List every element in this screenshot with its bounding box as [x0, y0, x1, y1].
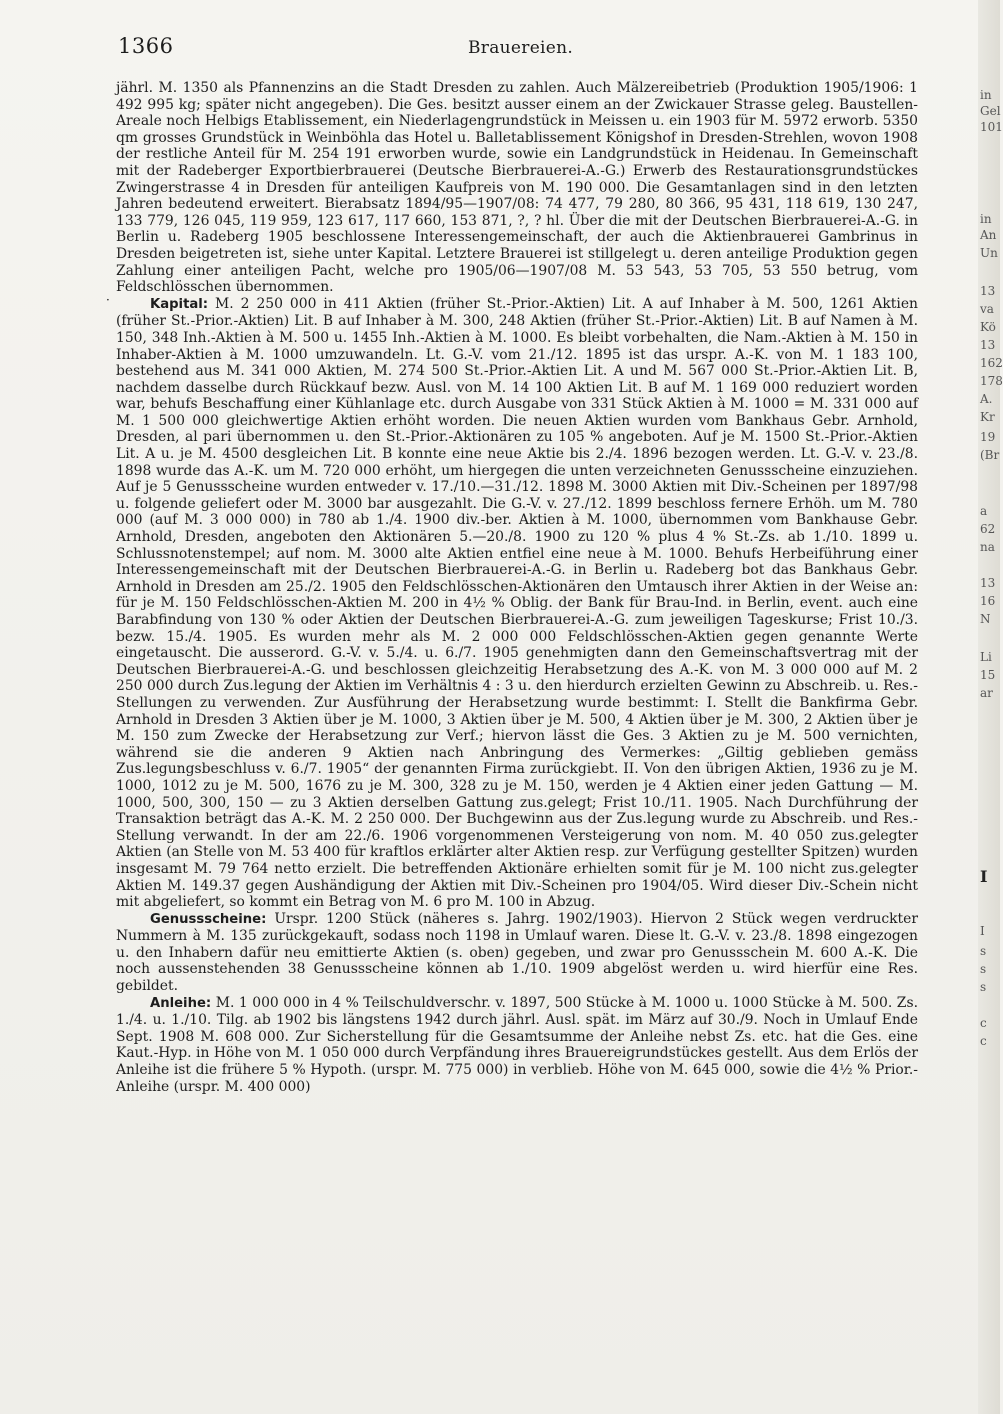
intro-text: jährl. M. 1350 als Pfannenzins an die Stadt Dresden zu zahlen. Auch Mälzereibetrieb (Produktion 1905/1906: 1 492 995 kg; später nicht angegeben). Die Ges. besitzt ausser einem an der Zwickauer Strasse geleg. Baustellen-Areale noch Helbigs Etablissement, ein Niederlagengrundstück in Meissen u. ein 1903 für M. 5972 erworb. 5350 qm grosses Grundstück in Weinböhla das Hotel u. Balletablissement Königshof in Dresden-Strehlen, wovon 1908 der restliche Anteil für M. 254 191 erworben wurde, sowie ein Landgrundstück in Heidenau. In Gemeinschaft mit der Radeberger Exportbierbrauerei (Deutsche Bierbrauerei-A.-G.) Erwerb des Restaurationsgrundstückes Zwingerstrasse 4 in Dresden für anteiligen Kaufpreis von M. 190 000. Die Gesamtanlagen sind in den letzten Jahren bedeutend erweitert. Bierabsatz 1894/95—1907/08: 74 477, 79 280, 80 366, 95 431, 118 619, 130 247, 133 779, 126 045, 119 959, 123 617, 117 660, 153 871, ?, ? hl. Über die mit der Deutschen Bierbrauerei-A.-G. in Berlin u. Radeberg 1905 beschlossene Interessengemeinschaft, der auch die Aktienbrauerei Gambrinus in Dresden beigetreten ist, siehe unter Kapital. Letztere Brauerei ist stillgelegt u. deren anteilige Produktion gegen Zahlung einer anteiligen Pacht, welche pro 1905/06—1907/08 M. 53 543, 53 705, 53 550 betrug, vom Feldschlösschen übernommen.: [116, 80, 918, 296]
margin-fragment: Kr: [980, 410, 995, 424]
margin-fragment: 13: [980, 576, 996, 590]
margin-fragment: 19: [980, 430, 996, 444]
margin-fragment: I: [980, 867, 988, 886]
intro-paragraph: [116, 80, 918, 296]
margin-fragment: I: [980, 924, 985, 938]
margin-fragment: Kö: [980, 320, 996, 334]
margin-fragment: 62: [980, 522, 996, 536]
margin-fragment: c: [980, 1034, 987, 1048]
margin-fragment: 13: [980, 338, 996, 352]
body-text: [116, 80, 918, 1095]
margin-fragment: 101: [980, 120, 1003, 134]
margin-fragment: 15: [980, 668, 996, 682]
margin-fragment: ar: [980, 686, 993, 700]
margin-fragment: 162: [980, 356, 1003, 370]
anleihe-heading: Anleihe:: [150, 995, 212, 1011]
margin-fragment: N: [980, 612, 991, 626]
margin-fragment: 178: [980, 374, 1003, 388]
margin-fragment: c: [980, 1016, 987, 1030]
kapital-text: M. 2 250 000 in 411 Aktien (früher St.-Prior.-Aktien) Lit. A auf Inhaber à M. 500, 1261 Aktien (früher St.-Prior.-Aktien) Lit. B auf Inhaber à M. 300, 248 Aktien (früher St.-Prior.-Aktien) Lit. B auf Namen à M. 150, 348 Inh.-Aktien à M. 500 u. 1455 Inh.-Aktien à M. 1000. Es bleibt vorbehalten, die Nam.-Aktien à M. 150 in Inhaber-Aktien à M. 1000 umzuwandeln. Lt. G.-V. vom 21./12. 1895 ist das urspr. A.-K. von M. 1 183 100, bestehend aus M. 341 000 Aktien, M. 274 500 St.-Prior.-Aktien Lit. A und M. 567 000 St.-Prior.-Aktien Lit. B, nachdem dasselbe durch Rückkauf bezw. Ausl. von M. 14 100 Aktien Lit. B auf M. 1 169 000 reduziert worden war, behufs Beschaffung einer Kühlanlage etc. durch Ausgabe von 331 Stück Aktien à M. 1000 = M. 331 000 auf M. 1 500 000 gleichwertige Aktien erhöht worden. Die neuen Aktien wurden vom Bankhaus Gebr. Arnhold, Dresden, al pari übernommen u. den St.-Prior.-Aktionären zu 105 % angeboten. Auf je M. 1500 St.-Prior.-Aktien Lit. A u. je M. 4500 desgleichen Lit. B konnte eine neue Aktie bis 2./4. 1896 bezogen werden. Lt. G.-V. v. 23./8. 1898 wurde das A.-K. um M. 720 000 erhöht, um hiergegen die unten verzeichneten Genussscheine einzuziehen. Auf je 5 Genussscheine wurden entweder v. 17./10.—31./12. 1898 M. 3000 Aktien mit Div.-Scheinen per 1897/98 u. folgende geliefert oder M. 3000 bar ausgezahlt. Die G.-V. v. 27./12. 1899 beschloss fernere Erhöh. um M. 780 000 (auf M. 3 000 000) in 780 ab 1./4. 1900 div.-ber. Aktien à M. 1000, übernommen vom Bankhause Gebr. Arnhold, Dresden, angeboten den Aktionären 5.—20./8. 1900 zu 120 % plus 4 % St.-Zs. ab 1./10. 1899 u. Schlussnotenstempel; auf nom. M. 3000 alte Aktien entfiel eine neue à M. 1000. Behufs Herbeiführung einer Interessengemeinschaft mit der Deutschen Bierbrauerei-A.-G. in Berlin u. Radeberg bot das Bankhaus Gebr. Arnhold in Dresden am 25./2. 1905 den Feldschlösschen-Aktionären den Umtausch ihrer Aktien in der Weise an: für je M. 150 Feldschlösschen-Aktien M. 200 in 4½ % Oblig. der Bank für Brau-Ind. in Berlin, event. auch eine Barabfindung von 130 % oder Aktien der Deutschen Bierbrauerei-A.-G. zum jeweiligen Tageskurse; Frist 10./3. bezw. 15./4. 1905. Es wurden mehr als M. 2 000 000 Feldschlösschen-Aktien gegen genannte Werte eingetauscht. Die ausserord. G.-V. v. 5./4. u. 6./7. 1905 genehmigten dann den Gemeinschaftsvertrag mit der Deutschen Bierbrauerei-A.-G. und beschlossen gleichzeitig Herabsetzung des A.-K. von M. 3 000 000 auf M. 2 250 000 durch Zus.legung der Aktien im Verhältnis 4 : 3 u. den hierdurch erzielten Gewinn zu Abschreib. u. Res.-Stellungen zu verwenden. Zur Ausführung der Herabsetzung wurde bestimmt: I. Stellt die Bankfirma Gebr. Arnhold in Dresden 3 Aktien über je M. 1000, 3 Aktien über je M. 500, 4 Aktien über je M. 300, 2 Aktien über je M. 150 zum Zwecke der Herabsetzung zur Verf.; hiervon lässt die Ges. 3 Aktien zu je M. 500 vernichten, während sie die anderen 9 Aktien nach Anbringung des Vermerkes: „Giltig geblieben gemäss Zus.legungsbeschluss v. 6./7. 1905“ der genannten Firma zurückgiebt. II. Von den übrigen Aktien, 1936 zu je M. 1000, 1012 zu je M. 500, 1676 zu je M. 300, 328 zu je M. 150, werden je 4 Aktien einer jeden Gattung — M. 1000, 500, 300, 150 — zu 3 Aktien derselben Gattung zus.gelegt; Frist 10./11. 1905. Nach Durchführung der Transaktion beträgt das A.-K. M. 2 250 000. Der Buchgewinn aus der Zus.legung wurde zu Abschreib. und Res.-Stellung verwandt. In der am 22./6. 1906 vorgenommenen Versteigerung von nom. M. 40 050 zus.gelegter Aktien (an Stelle von M. 53 400 für kraftlos erklärter alter Aktien resp. zur Verfügung gestellter Spitzen) wurden insgesamt M. 79 764 netto erzielt. Die betreffenden Aktionäre erhielten somit für je M. 100 nicht zus.gelegter Aktien M. 149.37 gegen Aushändigung der Aktien mit Div.-Scheinen pro 1904/05. Wird dieser Div.-Schein nicht mit abgeliefert, so kommt ein Betrag von M. 6 pro M. 100 in Abzug.: [116, 295, 918, 911]
margin-fragment: a: [980, 504, 988, 518]
margin-fragment: (Br: [980, 448, 1000, 462]
margin-fragment: 13: [980, 284, 996, 298]
anleihe-text: M. 1 000 000 in 4 % Teilschuldverschr. v. 1897, 500 Stücke à M. 1000 u. 1000 Stücke à M. 500. Zs. 1./4. u. 1./10. Tilg. ab 1902 bis längstens 1942 durch jährl. Ausl. spät. im März auf 30./9. Noch in Umlauf Ende Sept. 1908 M. 608 000. Zur Sicherstellung für die Gesamtsumme der Anleihe nebst Zs. etc. hat die Ges. eine Kaut.-Hyp. in Höhe von M. 1 050 000 durch Verpfändung ihres Brauereigrundstückes gestellt. Aus dem Erlös der Anleihe ist die frühere 5 % Hypoth. (urspr. M. 775 000) in verblieb. Höhe von M. 645 000, sowie die 4½ % Prior.-Anleihe (urspr. M. 400 000): [116, 994, 918, 1095]
margin-fragment: An: [980, 228, 997, 242]
margin-fragment: Li: [980, 650, 992, 664]
margin-fragment: s: [980, 944, 987, 958]
margin-fragment: 16: [980, 594, 996, 608]
margin-fragment: in: [980, 212, 992, 226]
kapital-heading: Kapital:: [150, 296, 209, 312]
margin-dot: ·: [106, 293, 110, 307]
genussscheine-paragraph: [116, 911, 918, 995]
margin-fragment: va: [980, 302, 994, 316]
kapital-paragraph: [116, 296, 918, 911]
genussscheine-heading: Genussscheine:: [150, 911, 267, 927]
genussscheine-text: Urspr. 1200 Stück (näheres s. Jahrg. 1902/1903). Hiervon 2 Stück wegen verdruckter Nummern à M. 135 zurückgekauft, sodass noch 1198 in Umlauf waren. Diese lt. G.-V. v. 23./8. 1898 eingezogen u. den Inhabern dafür neu emittierte Aktien (s. oben) gegeben, und zwar pro Genussschein M. 600 A.-K. Die noch aussenstehenden 38 Genussscheine können ab 1./10. 1909 abgelöst werden u. wird hierfür eine Res. gebildet.: [116, 910, 918, 995]
margin-fragment: A.: [980, 392, 993, 406]
margin-fragment: s: [980, 980, 987, 994]
margin-fragment: in: [980, 88, 992, 102]
margin-fragment: s: [980, 962, 987, 976]
anleihe-paragraph: [116, 995, 918, 1096]
margin-fragment: Gel: [980, 104, 1001, 118]
margin-fragment: Un: [980, 246, 998, 260]
running-head: Brauereien.: [468, 38, 574, 58]
page-number: 1366: [118, 34, 174, 58]
margin-fragment: na: [980, 540, 995, 554]
